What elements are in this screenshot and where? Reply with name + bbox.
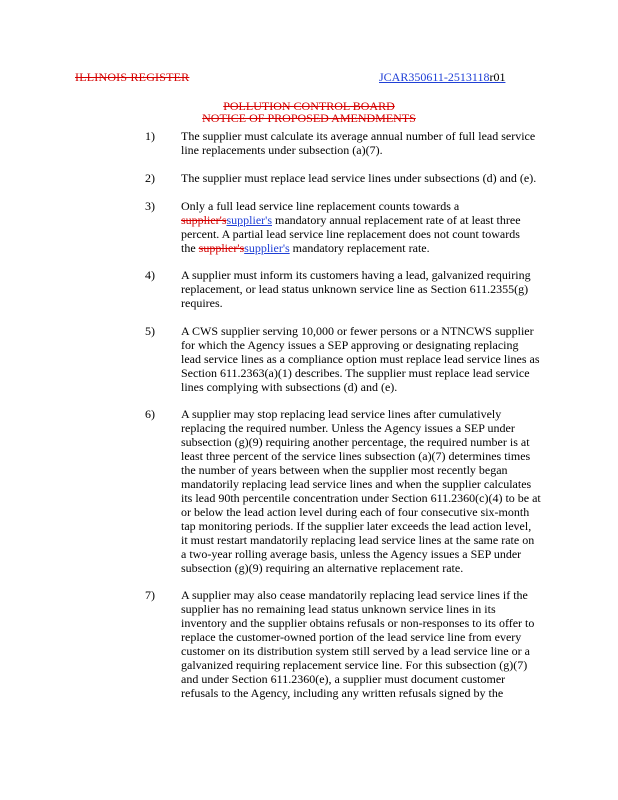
item-number: 3) xyxy=(145,199,155,213)
item-number: 4) xyxy=(145,268,155,282)
text-line: Section 611.2363(a)(1) describes. The supplier must replace lead service xyxy=(181,366,530,380)
text-line: its lead 90th percentile concentration under Section 611.2360(c)(4) to be at xyxy=(181,491,541,505)
text-line: the number of years between when the supplier most recently began xyxy=(181,463,508,477)
text-line: inventory and the supplier obtains refusals or non-responses to its offer to xyxy=(181,616,535,630)
item-text xyxy=(181,171,581,185)
inserted-text: supplier's xyxy=(244,241,290,255)
text-line: lines complying with subsections (d) and (e). xyxy=(181,380,398,394)
text-line xyxy=(181,213,581,227)
text-line: replace the customer-owned portion of the lead service line from every xyxy=(181,630,522,644)
text-line: A supplier may stop replacing lead service lines after cumulatively xyxy=(181,407,502,421)
text-line: percent. A partial lead service line replacement does not count towards xyxy=(181,227,520,241)
text-line: supplier has no remaining lead status unknown service lines in its xyxy=(181,602,496,616)
text-line: subsection (g)(9) requiring another percentage, the required number is at xyxy=(181,435,530,449)
document-id-suffix: r01 xyxy=(489,70,506,84)
text-line: replacing the required number. Unless the Agency issues a SEP under xyxy=(181,421,515,435)
item-text xyxy=(181,588,581,700)
text-line: A CWS supplier serving 10,000 or fewer persons or a NTNCWS supplier xyxy=(181,324,534,338)
text-line: for which the Agency issues a SEP approving or designating replacing xyxy=(181,338,519,352)
text-segment: mandatory replacement rate. xyxy=(289,241,430,255)
item-number: 2) xyxy=(145,171,155,185)
text-line: mandatorily replacing lead service lines and when the supplier calculates xyxy=(181,477,532,491)
text-segment: mandatory annual replacement rate of at least three xyxy=(272,213,521,227)
text-segment: the xyxy=(181,241,199,255)
text-line: a two-year rolling average basis, unless the Agency issues a SEP under xyxy=(181,547,522,561)
deleted-text: supplier's xyxy=(181,213,227,227)
item-text xyxy=(181,324,581,394)
register-header: ILLINOIS REGISTER xyxy=(75,70,190,84)
text-line: refusals to the Agency, including any written refusals signed by the xyxy=(181,686,504,700)
text-line: lead service lines as a compliance option must replace lead service lines as xyxy=(181,352,540,366)
item-text xyxy=(181,129,581,157)
text-line: requires. xyxy=(181,296,223,310)
item-number: 1) xyxy=(145,129,155,143)
text-line: A supplier must inform its customers having a lead, galvanized requiring xyxy=(181,268,531,282)
text-line: The supplier must calculate its average annual number of full lead service xyxy=(181,129,536,143)
text-line: line replacements under subsection (a)(7). xyxy=(181,143,383,157)
text-line: A supplier may also cease mandatorily replacing lead service lines if the xyxy=(181,588,528,602)
inserted-text: supplier's xyxy=(226,213,272,227)
text-line: subsection (g)(9) requiring an alternative replacement rate. xyxy=(181,561,464,575)
text-line: The supplier must replace lead service lines under subsections (d) and (e). xyxy=(181,171,537,185)
text-line: least three percent of the service lines subsection (a)(7) determines times xyxy=(181,449,531,463)
document-id-main: JCAR350611-2513118 xyxy=(379,70,490,84)
text-line: Only a full lead service line replacement counts towards a xyxy=(181,199,460,213)
document-id xyxy=(379,70,505,85)
notice-title: NOTICE OF PROPOSED AMENDMENTS xyxy=(202,111,416,125)
text-line: and under Section 611.2360(e), a supplier must document customer xyxy=(181,672,506,686)
text-line xyxy=(181,241,581,255)
agency-title: POLLUTION CONTROL BOARD xyxy=(223,99,395,113)
item-text xyxy=(181,407,581,575)
item-number: 7) xyxy=(145,588,155,602)
item-text xyxy=(181,199,581,255)
item-number: 5) xyxy=(145,324,155,338)
text-line: replacement, or lead status unknown service line as Section 611.2355(g) xyxy=(181,282,529,296)
item-number: 6) xyxy=(145,407,155,421)
text-line: galvanized requiring replacement service line. For this subsection (g)(7) xyxy=(181,658,528,672)
item-text xyxy=(181,268,581,310)
deleted-text: supplier's xyxy=(198,241,245,255)
text-line: or below the lead action level during each of four consecutive six-month xyxy=(181,505,530,519)
text-line: customer on its distribution system still served by a lead service line or a xyxy=(181,644,530,658)
text-line: tap monitoring periods. If the supplier later exceeds the lead action level, xyxy=(181,519,532,533)
text-line: it must restart mandatorily replacing lead service lines at the same rate on xyxy=(181,533,535,547)
